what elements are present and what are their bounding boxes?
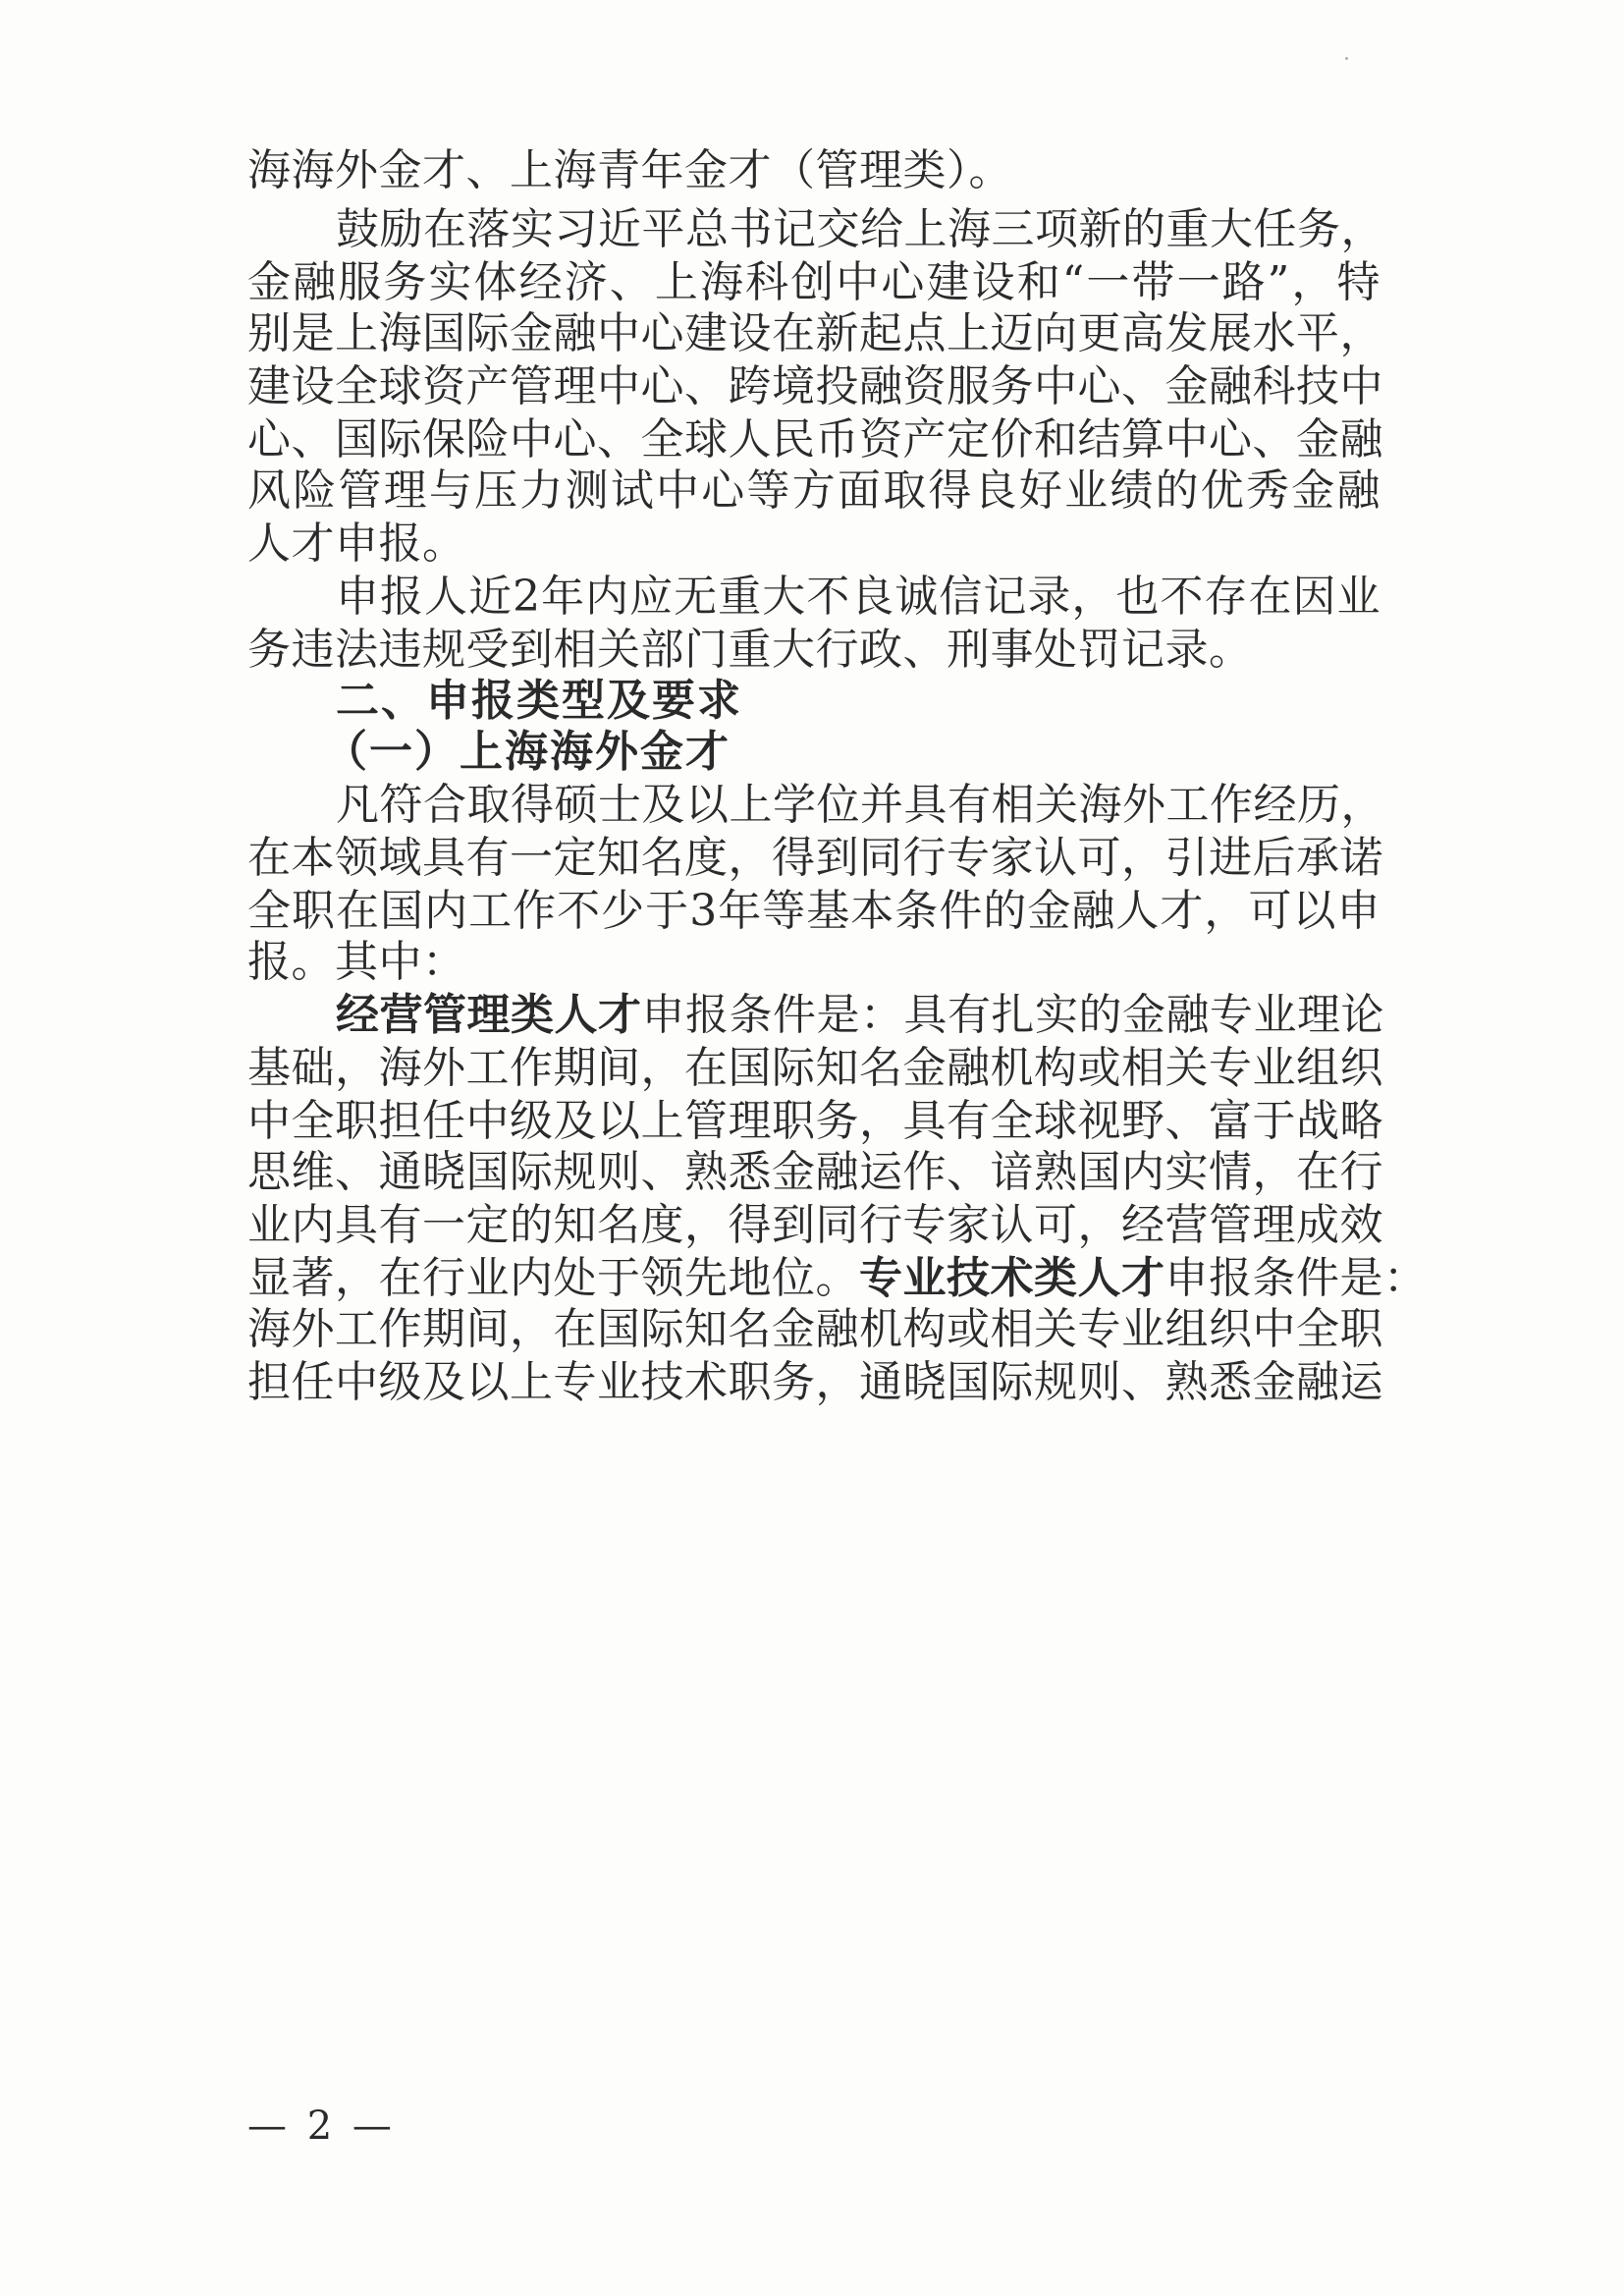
text-line: 心、国际保险中心、全球人民币资产定价和结算中心、金融 [247, 414, 1383, 464]
text-line: 基础，海外工作期间，在国际知名金融机构或相关专业组织 [247, 1043, 1383, 1093]
scan-mark [1345, 57, 1348, 60]
text-line: 思维、通晓国际规则、熟悉金融运作、谙熟国内实情，在行 [247, 1147, 1383, 1197]
section-heading: 二、申报类型及要求 [336, 676, 742, 726]
text-line: 海外工作期间，在国际知名金融机构或相关专业组织中全职 [247, 1304, 1383, 1354]
text-run: 申报条件是：具有扎实的金融专业理论 [641, 990, 1384, 1040]
text-line: 海海外金才、上海青年金才（管理类）。 [247, 145, 1012, 195]
category-label: 专业技术类人才 [859, 1253, 1165, 1303]
text-line: 鼓励在落实习近平总书记交给上海三项新的重大任务， [336, 204, 1384, 254]
text-line: 别是上海国际金融中心建设在新起点上迈向更高发展水平， [247, 308, 1383, 358]
text-line: 凡符合取得硕士及以上学位并具有相关海外工作经历， [336, 780, 1384, 830]
text-line: 全职在国内工作不少于3年等基本条件的金融人才，可以申 [247, 886, 1380, 936]
text-line: 风险管理与压力测试中心等方面取得良好业绩的优秀金融 [247, 465, 1380, 516]
text-run: 显著，在行业内处于领先地位。 [247, 1253, 859, 1303]
text-line: 务违法违规受到相关部门重大行政、刑事处罚记录。 [247, 625, 1253, 675]
page-number: — 2 — [247, 2104, 396, 2149]
text-line: 建设全球资产管理中心、跨境投融资服务中心、金融科技中 [247, 361, 1383, 411]
text-line: 人才申报。 [247, 519, 466, 569]
text-line: 中全职担任中级及以上管理职务，具有全球视野、富于战略 [247, 1096, 1383, 1146]
subsection-heading: （一）上海海外金才 [324, 727, 731, 777]
text-line: 申报人近2年内应无重大不良诚信记录，也不存在因业 [336, 572, 1380, 622]
text-line: 金融服务实体经济、上海科创中心建设和“一带一路”，特 [247, 257, 1380, 307]
text-line [247, 1253, 1428, 1303]
text-line: 报。其中： [247, 937, 466, 987]
text-line: 业内具有一定的知名度，得到同行专家认可，经营管理成效 [247, 1200, 1383, 1250]
text-line: 在本领域具有一定知名度，得到同行专家认可，引进后承诺 [247, 833, 1383, 883]
text-line [336, 990, 1384, 1040]
text-run: 申报条件是： [1164, 1253, 1428, 1303]
category-label: 经营管理类人才 [336, 990, 642, 1040]
text-line: 担任中级及以上专业技术职务，通晓国际规则、熟悉金融运 [247, 1357, 1383, 1407]
